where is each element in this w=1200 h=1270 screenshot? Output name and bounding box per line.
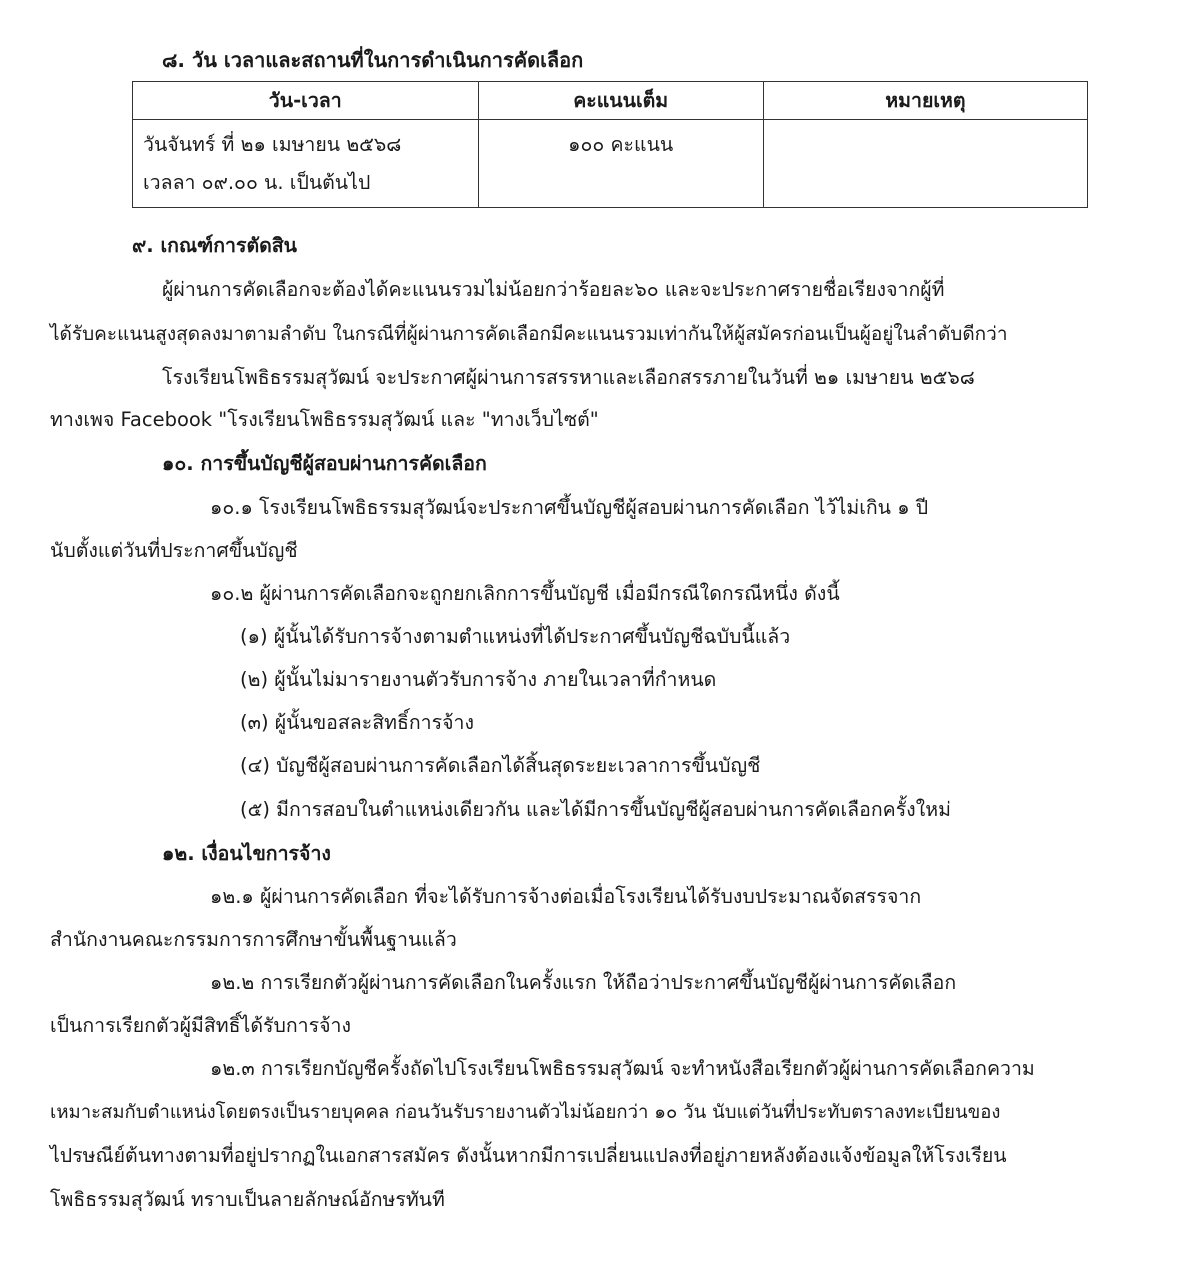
cell-note <box>763 120 1087 208</box>
section9-heading: ๙. เกณฑ์การตัดสิน <box>132 234 298 257</box>
section12-p1-line1: ๑๒.๑ ผู้ผ่านการคัดเลือก ที่จะได้รับการจ้างต่อเมื่อโรงเรียนได้รับงบประมาณจัดสรรจาก <box>210 885 922 908</box>
list-item: (๕) มีการสอบในตำแหน่งเดียวกัน และได้มีการขึ้นบัญชีผู้สอบผ่านการคัดเลือกครั้งใหม่ <box>240 798 951 821</box>
section12-p3-line4: โพธิธรรมสุวัฒน์ ทราบเป็นลายลักษณ์อักษรทันที <box>50 1188 445 1211</box>
cell-datetime <box>133 120 479 208</box>
list-item: (๒) ผู้นั้นไม่มารายงานตัวรับการจ้าง ภายในเวลาที่กำหนด <box>240 668 717 691</box>
section9-line3: โรงเรียนโพธิธรรมสุวัฒน์ จะประกาศผู้ผ่านการสรรหาและเลือกสรรภายในวันที่ ๒๑ เมษายน ๒๕๖๘ <box>162 366 975 389</box>
table-row <box>133 120 1088 208</box>
section10-p2: ๑๐.๒ ผู้ผ่านการคัดเลือกจะถูกยกเลิกการขึ้นบัญชี เมื่อมีกรณีใดกรณีหนึ่ง ดังนี้ <box>210 582 840 605</box>
header-remark: หมายเหตุ <box>763 82 1087 120</box>
section12-p3-line1: ๑๒.๓ การเรียกบัญชีครั้งถัดไปโรงเรียนโพธิธรรมสุวัฒน์ จะทำหนังสือเรียกตัวผู้ผ่านการคัดเลือกความ <box>210 1057 1035 1080</box>
cell-date-line1: วันจันทร์ ที่ ๒๑ เมษายน ๒๕๖๘ <box>143 133 402 156</box>
section12-heading: ๑๒. เงื่อนไขการจ้าง <box>162 842 331 865</box>
section10-p1-line2: นับตั้งแต่วันที่ประกาศขึ้นบัญชี <box>50 539 298 562</box>
cell-score: ๑๐๐ คะแนน <box>478 120 763 208</box>
list-item: (๔) บัญชีผู้สอบผ่านการคัดเลือกได้สิ้นสุดระยะเวลาการขึ้นบัญชี <box>240 754 761 777</box>
section12-p3-line2: เหมาะสมกับตำแหน่งโดยตรงเป็นรายบุคคล ก่อนวันรับรายงานตัวไม่น้อยกว่า ๑๐ วัน นับแต่วันที่ประทับตราลงทะเบียนของ <box>50 1102 1001 1123</box>
cell-date-line2: เวลลา ๐๙.๐๐ น. เป็นต้นไป <box>143 171 371 194</box>
section12-p2-line2: เป็นการเรียกตัวผู้มีสิทธิ์ได้รับการจ้าง <box>50 1014 351 1037</box>
schedule-table <box>132 81 1088 208</box>
header-datetime: วัน-เวลา <box>133 82 479 120</box>
section10-p1-line1: ๑๐.๑ โรงเรียนโพธิธรรมสุวัฒน์จะประกาศขึ้นบัญชีผู้สอบผ่านการคัดเลือก ไว้ไม่เกิน ๑ ปี <box>210 496 929 519</box>
header-fullscore: คะแนนเต็ม <box>478 82 763 120</box>
section12-p1-line2: สำนักงานคณะกรรมการการศึกษาขั้นพื้นฐานแล้ว <box>50 928 457 951</box>
section12-p3-line3: ไปรษณีย์ต้นทางตามที่อยู่ปรากฏในเอกสารสมัคร ดังนั้นหากมีการเปลี่ยนแปลงที่อยู่ภายหลังต้องแจ้งข้อมูลให้โรงเรียน <box>50 1144 1007 1167</box>
list-item: (๑) ผู้นั้นได้รับการจ้างตามตำแหน่งที่ได้ประกาศขึ้นบัญชีฉบับนี้แล้ว <box>240 625 791 648</box>
section12-p2-line1: ๑๒.๒ การเรียกตัวผู้ผ่านการคัดเลือกในครั้งแรก ให้ถือว่าประกาศขึ้นบัญชีผู้ผ่านการคัดเลือก <box>210 971 957 994</box>
table-header-row <box>133 82 1088 120</box>
list-item: (๓) ผู้นั้นขอสละสิทธิ์การจ้าง <box>240 711 474 734</box>
section9-line4: ทางเพจ Facebook "โรงเรียนโพธิธรรมสุวัฒน์ และ "ทางเว็บไซต์" <box>50 408 599 431</box>
section10-heading: ๑๐. การขึ้นบัญชีผู้สอบผ่านการคัดเลือก <box>162 452 487 475</box>
section9-line2: ได้รับคะแนนสูงสุดลงมาตามลำดับ ในกรณีที่ผู้ผ่านการคัดเลือกมีคะแนนรวมเท่ากันให้ผู้สมัครก่อนเป็นผู้อยู่ในลำดับดีกว่า <box>50 323 1008 345</box>
section8-heading: ๘. วัน เวลาและสถานที่ในการดำเนินการคัดเลือก <box>162 48 584 72</box>
section9-line1: ผู้ผ่านการคัดเลือกจะต้องได้คะแนนรวมไม่น้อยกว่าร้อยละ๖๐ และจะประกาศรายชื่อเรียงจากผู้ที่ <box>162 278 945 301</box>
